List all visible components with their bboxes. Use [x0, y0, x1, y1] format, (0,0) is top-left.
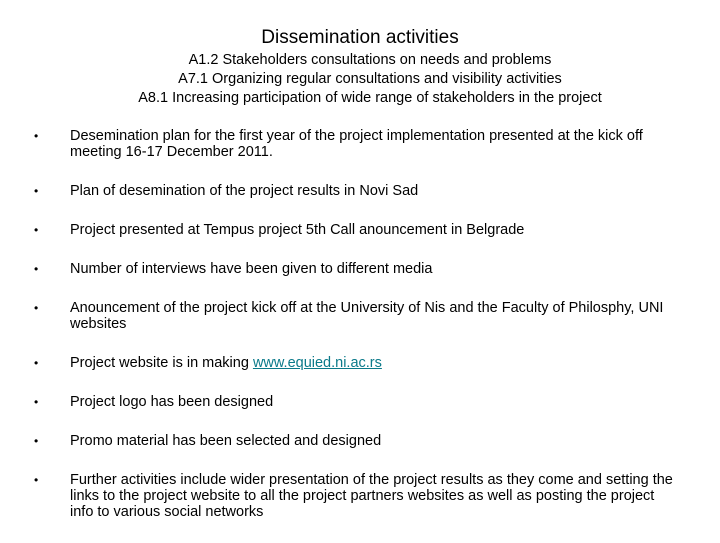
bullet-item — [0, 433, 720, 449]
bullet-item — [0, 300, 720, 332]
project-website-link[interactable]: www.equied.ni.ac.rs — [252, 355, 382, 371]
bullet-dot-icon: • — [34, 356, 39, 370]
bullet-dot-icon: • — [34, 301, 39, 315]
bullet-item — [0, 183, 720, 199]
bullet-dot-icon: • — [34, 129, 39, 143]
bullet-item — [0, 222, 720, 238]
bullet-item — [0, 394, 720, 410]
bullet-text: Number of interviews have been given to different media — [70, 261, 433, 277]
bullet-dot-icon: • — [34, 395, 39, 409]
bullet-list — [0, 128, 720, 543]
activity-codes — [0, 51, 720, 108]
bullet-text: Plan of desemination of the project results in Novi Sad — [70, 183, 419, 199]
activity-code-line: A1.2 Stakeholders consultations on needs and problems — [188, 52, 552, 68]
slide-title: Dissemination activities — [261, 27, 459, 48]
bullet-dot-icon: • — [34, 434, 39, 448]
activity-code-line: A8.1 Increasing participation of wide range of stakeholders in the project — [138, 90, 602, 106]
bullet-dot-icon: • — [34, 473, 39, 487]
bullet-text: Desemination plan for the first year of the project implementation presented at the kick off meeting 16-17 December 2011. — [70, 128, 643, 160]
bullet-dot-icon: • — [34, 262, 39, 276]
bullet-item — [0, 128, 720, 160]
bullet-item — [0, 355, 720, 371]
bullet-item — [0, 261, 720, 277]
bullet-dot-icon: • — [34, 184, 39, 198]
bullet-item — [0, 472, 720, 520]
bullet-text: Promo material has been selected and designed — [70, 433, 382, 449]
bullet-text: Anouncement of the project kick off at the University of Nis and the Faculty of Philosphy, UNI websites — [70, 300, 664, 332]
bullet-text: Project logo has been designed — [70, 394, 274, 410]
bullet-text: Further activities include wider presentation of the project results as they come and setting the links to the project website to all the project partners websites as well as posting the project info to various social networks — [70, 472, 673, 520]
bullet-text: Project website is in making — [70, 355, 253, 371]
bullet-dot-icon: • — [34, 223, 39, 237]
bullet-text: Project presented at Tempus project 5th Call anouncement in Belgrade — [70, 222, 525, 238]
activity-code-line: A7.1 Organizing regular consultations and visibility activities — [178, 71, 562, 87]
